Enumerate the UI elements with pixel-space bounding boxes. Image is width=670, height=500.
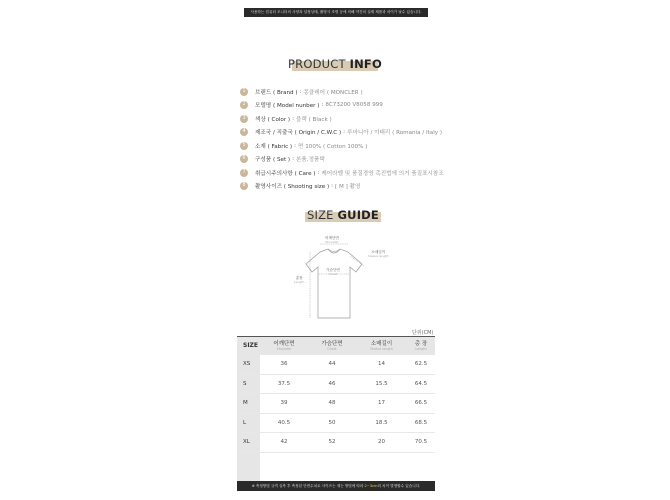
cell-chest: 48 [308,394,356,414]
info-label: 색상 ( Color ) [255,116,291,123]
info-label: 브랜드 ( Brand ) [255,89,298,96]
info-value: 본품,정품택 [296,157,325,164]
info-value: [ M ] 촬영 [335,184,361,191]
column-header-length: 총 장 Length [407,337,435,355]
cell-chest: 44 [308,355,356,375]
cell-chest: 46 [308,374,356,394]
info-row-color: 3 색상 ( Color ) : 블랙 ( Black ) [240,112,460,126]
cell-size: S [237,374,260,394]
bottom-notice-bar [237,481,435,491]
cell-size: XS [237,355,260,375]
cell-sleeve: 18.5 [356,413,407,433]
size-table [237,336,435,487]
cell-length: 64.5 [407,374,435,394]
info-value: 루마니아 / 이태리 ( Romania / Italy ) [347,130,443,137]
info-value: 8C73200 V8058 999 [325,102,383,109]
unit-label: 단위(CM) [412,330,434,336]
info-number-badge: 4 [240,128,248,136]
column-header-size: SIZE [237,337,260,355]
table-row [237,433,435,453]
cell-size: M [237,394,260,414]
info-label: 모델명 ( Model nunber ) [255,103,320,110]
top-notice-text: 사용하는 컴퓨터 모니터의 사양과 설정상태, 촬영시 조명 등에 의해 약간의 실제 제품과 차이가 날수 있습니다. [250,10,422,14]
cell-sleeve: 17 [356,394,407,414]
table-row [237,374,435,394]
diagram-label-shoulder: 어깨단면 Shoulder [325,236,339,245]
cell-sleeve: 20 [356,433,407,453]
column-header-chest: 가슴단면 Chest [308,337,356,355]
info-label: 구성품 ( Set ) [255,157,291,164]
info-label: 촬영사이즈 ( Shooting size ) [255,184,330,191]
info-row-brand: 1 브랜드 ( Brand ) : 몽클레어 ( MONCLER ) [240,85,460,99]
info-number-badge: 6 [240,155,248,163]
diagram-label-length: 총장 Length [294,276,305,285]
cell-size: XL [237,433,260,453]
bottom-notice-accent: 2~3cm [364,484,378,488]
bottom-notice-prefix: ※ 측정방법 규격 실측 후 측정된 단면수치로 사이즈는 재는 방법에 따라 [251,484,365,488]
info-number-badge: 8 [240,182,248,190]
tshirt-measurement-diagram [288,232,388,328]
info-row-shooting-size: 8 촬영사이즈 ( Shooting size ) : [ M ] 촬영 [240,180,460,194]
cell-length: 70.5 [407,433,435,453]
product-info-list [240,85,460,193]
info-row-fabric: 5 소재 ( Fabric ) : 면 100% ( Cotton 100% ) [240,139,460,153]
info-row-model: 2 모델명 ( Model nunber ) : 8C73200 V8058 999 [240,99,460,113]
info-number-badge: 5 [240,142,248,150]
info-label: 소재 ( Fabric ) [255,143,293,150]
size-guide-title-light: SIZE [307,208,338,222]
cell-shoulder: 37.5 [260,374,308,394]
column-header-sleeve: 소매길이 Sleeve length [356,337,407,355]
info-value: 블랙 ( Black ) [296,116,332,123]
cell-sleeve: 14 [356,355,407,375]
info-label: 취급시주의사항 ( Care ) [255,170,316,177]
cell-shoulder: 42 [260,433,308,453]
info-value: 케어라벨 및 품질경영 촉진법에 의거 품질표시참조 [321,170,444,177]
cell-sleeve: 15.5 [356,374,407,394]
info-number-badge: 7 [240,169,248,177]
info-row-origin: 4 제조국 / 직출국 ( Origin / C.W.C ) : 루마니아 / 이태리 ( Romania / Italy ) [240,126,460,140]
column-header-shoulder: 어깨단면 Shoulder [260,337,308,355]
cell-length: 66.5 [407,394,435,414]
table-row [237,355,435,375]
cell-size: L [237,413,260,433]
info-label: 제조국 / 직출국 ( Origin / C.W.C ) [255,130,342,137]
cell-shoulder: 39 [260,394,308,414]
info-number-badge: 3 [240,115,248,123]
cell-chest: 52 [308,433,356,453]
table-row [237,413,435,433]
table-row [237,394,435,414]
info-row-set: 6 구성품 ( Set ) : 본품,정품택 [240,153,460,167]
cell-chest: 50 [308,413,356,433]
info-row-care: 7 취급시주의사항 ( Care ) : 케어라벨 및 품질경영 촉진법에 의거 품질표시참조 [240,166,460,180]
top-notice-bar [244,8,428,17]
cell-length: 68.5 [407,413,435,433]
size-guide-title [305,208,381,222]
size-guide-title-bold: GUIDE [337,208,379,222]
info-value: 면 100% ( Cotton 100% ) [298,143,368,150]
bottom-notice-suffix: 의 차이 발생할수 있습니다. [377,484,421,488]
diagram-label-sleeve: 소매길이 Sleeve length [368,250,389,259]
cell-shoulder: 36 [260,355,308,375]
diagram-label-chest: 가슴단면 Chest [326,268,340,277]
cell-length: 62.5 [407,355,435,375]
product-info-title-bold: INFO [349,57,382,71]
product-info-title [288,57,382,71]
table-header-row [237,337,435,355]
info-value: 몽클레어 ( MONCLER ) [303,89,363,96]
info-number-badge: 2 [240,101,248,109]
cell-shoulder: 40.5 [260,413,308,433]
info-number-badge: 1 [240,88,248,96]
product-info-title-light: PRODUCT [288,57,350,71]
